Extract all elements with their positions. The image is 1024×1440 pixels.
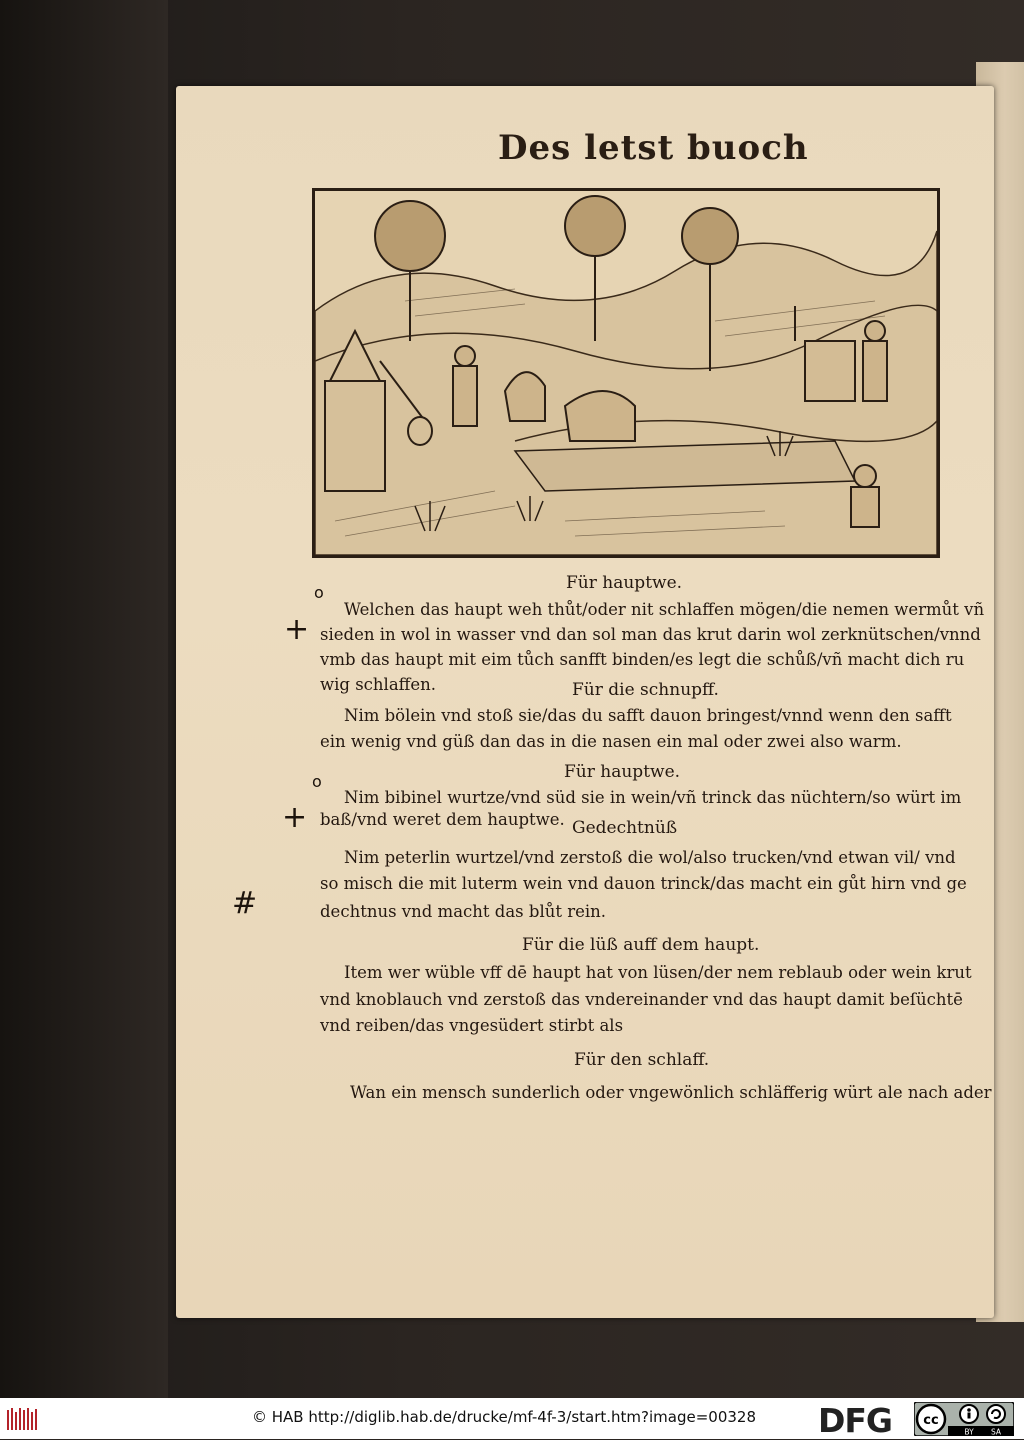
hab-logo-icon bbox=[6, 1406, 40, 1436]
section-heading: Für die lüß auff dem haupt. bbox=[522, 935, 760, 955]
copyright-link[interactable]: © HAB http://diglib.hab.de/drucke/mf-4f-3/start.htm?image=00328 bbox=[252, 1408, 756, 1426]
woodcut-illustration bbox=[312, 188, 940, 558]
margin-mark-hash: # bbox=[232, 886, 258, 921]
text-line: dechtnus vnd macht das blůt rein. bbox=[320, 902, 607, 921]
svg-text:cc: cc bbox=[923, 1413, 939, 1428]
dfg-logo: DFG bbox=[818, 1401, 893, 1440]
section-heading: Für hauptwe. bbox=[564, 762, 681, 782]
cc-license-icon[interactable] bbox=[914, 1402, 1014, 1440]
text-line: sieden in wol in wasser vnd dan sol man das krut darin wol zerknütschen/vnnd bbox=[320, 625, 981, 644]
text-line: Welchen das haupt weh thůt/oder nit schlaffen mögen/die nemen wermůt vñ bbox=[344, 600, 985, 619]
text-line: ein wenig vnd güß dan das in die nasen ein mal oder zwei also warm. bbox=[320, 732, 902, 751]
section-heading: Gedechtnüß bbox=[572, 818, 678, 838]
page-header-title: Des letst buoch bbox=[498, 128, 809, 168]
text-line: Nim bibinel wurtze/vnd süd sie in wein/vñ trinck das nüchtern/so würt im bbox=[344, 788, 962, 807]
text-line: vnd reiben/das vngesüdert stirbt als bbox=[320, 1016, 624, 1035]
margin-mark-cross: + bbox=[284, 612, 310, 647]
text-line: so misch die mit luterm wein vnd dauon trinck/das macht ein gůt hirn vnd ge bbox=[320, 874, 967, 893]
footer-bar bbox=[0, 1398, 1024, 1439]
section-heading: Für hauptwe. bbox=[566, 573, 683, 593]
section-heading: Für den schlaff. bbox=[574, 1050, 710, 1070]
text-line: vmb das haupt mit eim tůch sanfft binden/es legt die schůß/vñ macht dich ru bbox=[320, 650, 965, 669]
svg-text:BY: BY bbox=[964, 1427, 974, 1436]
section-heading: Für die schnupff. bbox=[572, 680, 719, 700]
text-line: wig schlaffen. bbox=[320, 675, 437, 694]
svg-text:SA: SA bbox=[990, 1427, 1002, 1436]
margin-mark-cross: + bbox=[282, 800, 308, 835]
text-line: Nim bölein vnd stoß sie/das du safft dauon bringest/vnnd wenn den safft bbox=[344, 706, 952, 725]
text-line: Item wer wüble vff dē haupt hat von lüsen/der nem reblaub oder wein krut bbox=[344, 963, 972, 982]
text-line: baß/vnd weret dem hauptwe. bbox=[320, 810, 565, 829]
scanner-edge bbox=[0, 0, 168, 1398]
text-line: vnd knoblauch vnd zerstoß das vndereinander vnd das haupt damit beſüchtē bbox=[320, 990, 963, 1009]
text-line: Nim peterlin wurtzel/vnd zerstoß die wol/also trucken/vnd etwan vil/ vnd bbox=[344, 848, 956, 867]
text-line: Wan ein mensch sunderlich oder vngewönlich schläfferig würt ale nach ader bbox=[350, 1083, 992, 1102]
margin-mark-circle: o bbox=[312, 772, 322, 791]
margin-mark-circle: o bbox=[314, 583, 324, 602]
